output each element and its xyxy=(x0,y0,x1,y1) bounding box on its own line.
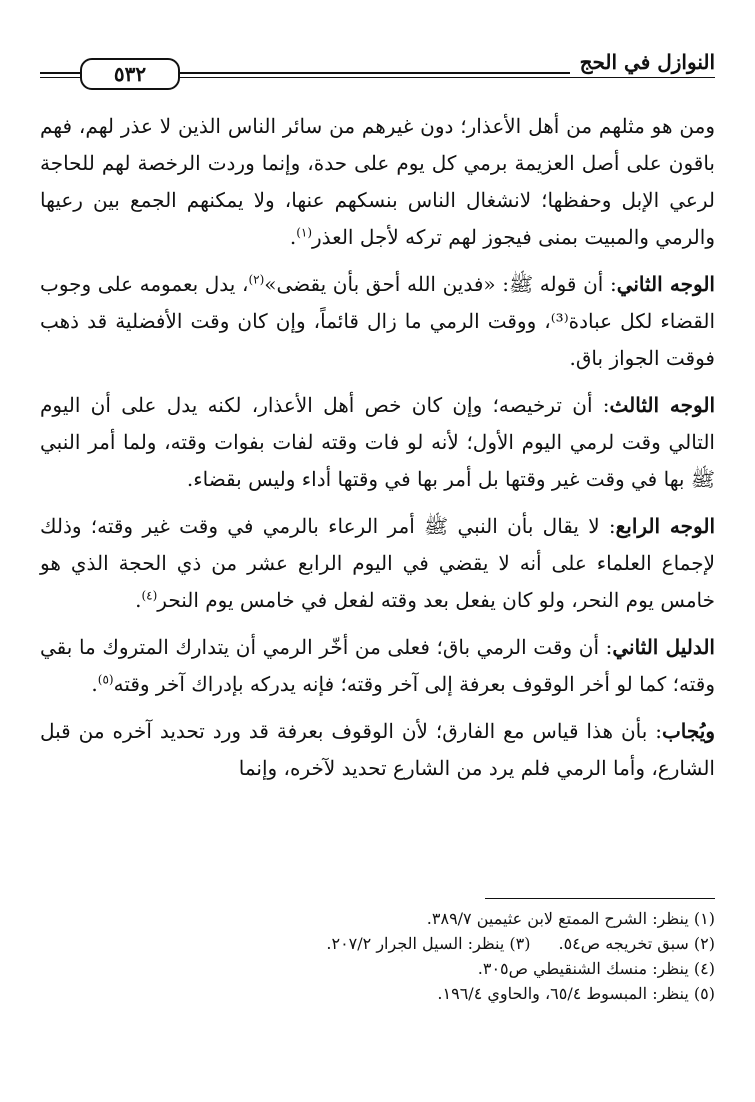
paragraph-text: : لا يقال بأن النبي ﷺ أمر الرعاء بالرمي في وقت غير وقته؛ وذلك لإجماع العلماء على أنه لا يقضي في اليوم الرابع عشر من ذي الحجة الذي هو خامس يوم النحر، ولو كان يفعل بعد وقته لفعل في خامس يوم النحر xyxy=(40,514,715,612)
main-text xyxy=(40,108,715,797)
page-title: النوازل في الحج xyxy=(570,50,715,74)
paragraph-heading: الوجه الرابع xyxy=(615,514,715,538)
paragraph-heading: الوجه الثالث xyxy=(609,393,715,417)
footnote-ref: (٤) xyxy=(141,588,158,603)
paragraph-text: : أن قوله ﷺ: «فدين الله أحق بأن يقضى» xyxy=(264,272,617,296)
footnote-divider xyxy=(485,898,715,899)
paragraph-tail: . xyxy=(135,588,142,612)
paragraph xyxy=(40,108,715,256)
footnote: (٥) ينظر: المبسوط ٦٥/٤، والحاوي ١٩٦/٤. xyxy=(437,984,715,1003)
footnotes xyxy=(40,906,715,1006)
paragraph xyxy=(40,508,715,619)
paragraph xyxy=(40,629,715,703)
footnote-row xyxy=(40,931,715,956)
footnote: (٣) ينظر: السيل الجرار ٢٠٧/٢. xyxy=(326,934,531,953)
paragraph xyxy=(40,266,715,377)
paragraph-text: : بأن هذا قياس مع الفارق؛ لأن الوقوف بعرفة قد ورد تحديد آخره من قبل الشارع، وأما الرمي فلم يرد من الشارع تحديد لآخره، وإنما xyxy=(40,719,715,780)
footnote: (٢) سبق تخريجه ص٥٤. xyxy=(558,934,715,953)
paragraph-text: : أن وقت الرمي باق؛ فعلى من أخّر الرمي أن يتدارك المتروك ما بقي وقته؛ كما لو أخر الوقوف بعرفة إلى آخر وقته؛ فإنه يدركه بإدراك آخر وقته xyxy=(40,635,715,696)
page-number: ٥٣٢ xyxy=(80,58,180,90)
paragraph-tail: . xyxy=(289,225,297,249)
page-header xyxy=(40,44,715,94)
footnote: (٤) ينظر: منسك الشنقيطي ص٣٠٥. xyxy=(477,959,715,978)
paragraph-heading: الوجه الثاني xyxy=(616,272,715,296)
footnote-ref: (١) xyxy=(296,225,313,240)
paragraph xyxy=(40,713,715,787)
paragraph-heading: الدليل الثاني xyxy=(612,635,715,659)
paragraph xyxy=(40,387,715,498)
footnote-ref: (٥) xyxy=(97,672,114,687)
paragraph-heading: ويُجاب xyxy=(661,719,715,743)
paragraph-text: ومن هو مثلهم من أهل الأعذار؛ دون غيرهم من سائر الناس الذين لا عذر لهم، فهم باقون على أصل العزيمة برمي كل يوم على حدة، وإنما وردت الرخصة لهم للحاجة لرعي الإبل وحفظها؛ لانشغال الناس بنسكهم عنها، ولا يمكنهم الجمع بين رعيها والرمي والمبيت بمنى فيجوز لهم تركه لأجل العذر xyxy=(40,114,715,249)
footnote-ref: (٢) xyxy=(248,272,265,287)
footnote: (١) ينظر: الشرح الممتع لابن عثيمين ٣٨٩/٧. xyxy=(426,909,715,928)
paragraph-text: : أن ترخيصه؛ وإن كان خص أهل الأعذار، لكنه يدل على أن اليوم التالي وقت لرمي اليوم الأول؛ لأنه لو فات وقته لفات بفوات وقته، ولما أمر النبي ﷺ بها في وقت غير وقتها بل أمر بها في وقتها أداء وليس بقضاء. xyxy=(40,393,715,491)
paragraph-tail: ، يدل بعمومه على وجوب القضاء لكل عبادة⁽³⁾، ووقت الرمي ما زال قائماً، وإن كان وقت الأفضلية قد ذهب فوقت الجواز باق. xyxy=(40,272,716,370)
paragraph-tail: . xyxy=(91,672,98,696)
